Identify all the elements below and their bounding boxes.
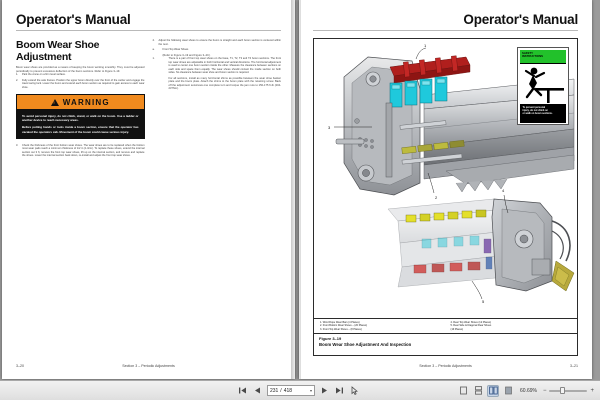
figure-caption	[314, 333, 577, 355]
callout-4-label: 4	[502, 188, 505, 193]
bottom-toolbar	[0, 380, 600, 400]
decal-heading-line1: SAFETY	[522, 50, 534, 55]
callout-3-label: 3	[328, 125, 331, 130]
view-and-zoom-group	[457, 385, 600, 397]
current-page-value: 231	[269, 387, 279, 394]
legend-item: 5. Rear Side & Diagonal Rear Shoes	[450, 324, 492, 328]
first-page-icon[interactable]	[237, 385, 249, 397]
select-tool-icon[interactable]	[348, 385, 360, 397]
total-pages-value: 418	[283, 387, 293, 394]
figure-box	[313, 38, 578, 356]
left-column-1	[16, 39, 145, 160]
callout-2-label: 2	[435, 195, 438, 200]
callout-1-label: 1	[424, 43, 427, 48]
list-item	[153, 39, 282, 46]
list-item	[16, 79, 145, 90]
step-number: 4.	[152, 39, 155, 42]
warning-header	[17, 95, 144, 110]
decal-header	[520, 50, 566, 63]
decal-heading-line2: INSTRUCTIONS	[522, 53, 543, 58]
step-number: 3.	[16, 143, 19, 147]
footer-section: Section 3 – Periodic Adjustments	[122, 364, 175, 368]
step-list	[16, 73, 145, 89]
legend-item: 2. Front Bottom Wear Shoes – (20 Places)	[320, 324, 368, 328]
page-left	[2, 0, 295, 379]
step-number: 1.	[16, 73, 19, 76]
title-divider-left	[16, 30, 281, 31]
figure-legend	[314, 318, 577, 333]
decal-body-line1: To prevent personal	[522, 106, 546, 109]
decal-text-block	[520, 104, 566, 123]
step-number: 2.	[16, 78, 19, 82]
legend-item: 1. Wind Rope Wear Bars (4 Places)	[320, 320, 360, 324]
sub-step-letter: a.	[152, 48, 155, 51]
footer-right	[313, 364, 578, 368]
page-number-input[interactable]	[267, 385, 315, 396]
chevron-down-icon[interactable]: ▾	[310, 388, 313, 393]
title-divider-right	[313, 30, 578, 31]
sub-step-number: 1.	[152, 57, 155, 60]
boom-tip-illustration	[326, 187, 577, 303]
page-right	[299, 0, 592, 379]
figure-reference: (Refer to Figure 3–19 and Figure 3–20.)	[162, 53, 211, 57]
sub-step-extra: For all sections, install as many horizontal shims as possible between the wear shoe backer plate and the boom plate. Attach the shims to the boom plate with the retaining screw. Back off the adjustment setscrews one complete turn and torque the jam nuts to 150-175 ft-lb (204-237Nm).	[168, 76, 281, 90]
legend-item: (16 Places)	[450, 327, 464, 331]
zoom-level-label: 60.69%	[520, 387, 537, 394]
step-text: Adjust the following wear shoes to ensure the boom is straight and each boom section is centered within the next.	[158, 39, 281, 46]
zoom-slider-knob[interactable]	[560, 387, 565, 394]
falling-person-icon	[520, 63, 566, 103]
zoom-in-button[interactable]: +	[590, 387, 594, 394]
footer-section: Section 3 – Periodic Adjustments	[419, 364, 472, 368]
list-item	[153, 48, 282, 52]
page-separator: /	[280, 387, 282, 394]
warning-triangle-icon	[51, 99, 59, 106]
legend-item: 3. Front Top Wear Shoes – (8 Places)	[320, 327, 362, 331]
left-column-2	[153, 39, 282, 160]
figure-illustration	[314, 39, 577, 307]
figure-title: Boom Wear Shoe Adjustment And Inspection	[319, 342, 412, 347]
sublist-a	[153, 48, 282, 52]
left-page-columns	[16, 39, 281, 160]
single-page-view-icon[interactable]	[457, 385, 469, 397]
legend-item: 4. Rear Top Wear Shoes (12 Places)	[450, 320, 492, 324]
page-navigation-group	[140, 385, 457, 397]
legend-column-left	[320, 321, 441, 331]
section-heading: Boom Wear Shoe Adjustment	[16, 39, 100, 63]
step-list-column2	[153, 39, 282, 46]
step-text: Fully extend the axle frames. Position the upper boom directly over the front of the carrier and engage the travel swing lock. Lower the boom and extend each boom section as required to gain access to each wear shoe.	[22, 78, 145, 89]
step-list-continued	[16, 144, 145, 158]
footer-page-number: 3–21	[570, 364, 578, 368]
footer-page-number: 3–20	[16, 364, 24, 368]
intro-paragraph: Boom wear shoes are provided as a means of keeping the boom working smoothly. They must be adjusted periodically to prevent excessive deflection of the boom sections. Refer to Figure 3–19.	[16, 66, 145, 73]
decal-body-line3: or walk on boom sections.	[522, 112, 553, 115]
list-item	[16, 73, 145, 77]
sublist-a-items	[153, 57, 282, 75]
list-item	[16, 144, 145, 158]
page-title-left: Operator's Manual	[16, 12, 131, 27]
last-page-icon[interactable]	[333, 385, 345, 397]
figure-number: Figure 3–19	[319, 336, 342, 341]
step-text: Park the crane on a firm level surface.	[22, 73, 66, 76]
two-page-view-icon[interactable]	[487, 385, 499, 397]
next-page-icon[interactable]	[318, 385, 330, 397]
callout-5-label: 5	[482, 299, 485, 303]
warning-box	[16, 94, 145, 139]
sub-step-title: Front Top Wear Shoes	[162, 48, 189, 51]
footer-left	[16, 364, 281, 368]
decal-body-line2: injury, do not climb on	[522, 109, 548, 112]
legend-column-right	[451, 321, 572, 331]
list-item	[153, 57, 282, 75]
warning-title: WARNING	[62, 97, 110, 107]
sub-step-text: There is a pair of front top wear shoes on the base, T1, T2, T3 and T4 boom sections. The front top wear shoes are adjustable in both horizontal and vertical directions. The horizontal adjustment is used to center one boom section inside the other. Measure the clearance between sections on each side and space them equally. The wear shoes should contact the inside section on both sides. No clearance between wear shoe and boom section is required.	[168, 57, 281, 74]
fit-page-icon[interactable]	[502, 385, 514, 397]
zoom-slider[interactable]	[549, 390, 587, 392]
warning-body	[17, 110, 144, 138]
continuous-view-icon[interactable]	[472, 385, 484, 397]
warning-paragraph: To avoid personal injury, do not climb, stand, or walk on the boom. Use a ladder or another device to reach necessary areas.	[22, 114, 139, 123]
safety-decal	[517, 47, 569, 125]
warning-paragraph: Before putting hands or tools inside a boom section, ensure that the operator has vacated the operators cab. Movement of the boom could cause serious injury.	[22, 125, 139, 134]
step-text: Check the thickness of the front bottom wear shoes. The wear shoes are to be replaced when the bottom most wear pads reach a minimum thickness of 1/2 in (1.3cm). To replace these shoes, extend the internal section out 3 ft, remove the front top wear shoes, lift up on the internal section, and remove and replace the shoes. Lower the internal section back down, re-install and adjust the front top wear shoes.	[22, 143, 145, 158]
page-title-right: Operator's Manual	[463, 12, 578, 27]
zoom-out-button[interactable]: −	[542, 387, 547, 394]
previous-page-icon[interactable]	[252, 385, 264, 397]
